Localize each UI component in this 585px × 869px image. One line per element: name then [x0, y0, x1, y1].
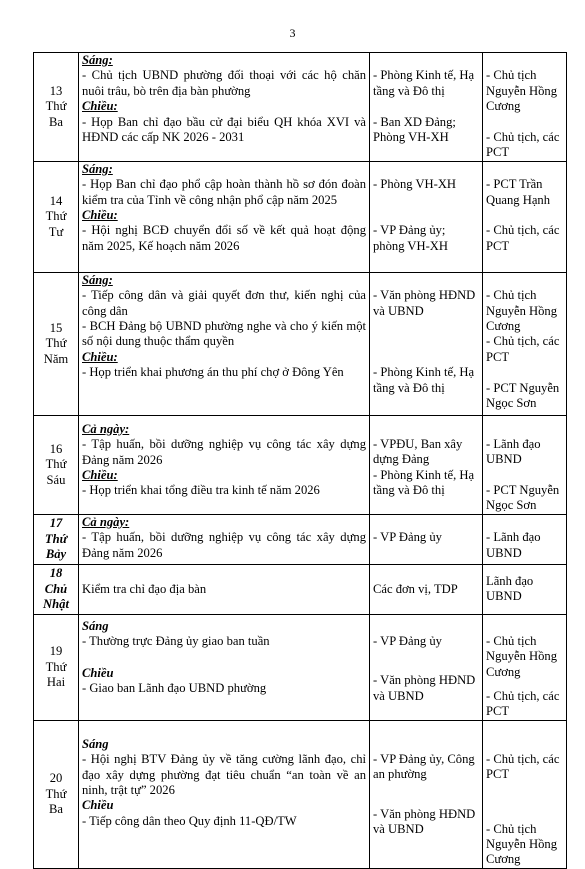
weekday-label: Thứ [45, 786, 67, 801]
presiding-person: - Chủ tịch Nguyễn Hồng Cương [486, 68, 558, 114]
person-cell [483, 161, 567, 272]
weekday-label: Thứ [45, 209, 67, 224]
responsible-unit: - Phòng Kinh tế, Hạ tầng và Đô thị [373, 467, 475, 498]
weekday-name: Hai [46, 675, 66, 690]
content-cell [79, 720, 370, 868]
unit-cell [370, 272, 483, 415]
activity-item: - Tiếp công dân và giải quyết đơn thư, kiến nghị của công dân [82, 288, 366, 318]
period-label: Chiều: [82, 349, 118, 364]
weekday-label: Thứ [44, 531, 68, 546]
activity-item: - Tập huấn, bồi dưỡng nghiệp vụ công tác xây dựng Đảng năm 2026 [82, 530, 366, 560]
responsible-unit: - VP Đảng ủy, Công an phường [373, 751, 475, 782]
activity-item: - Thường trực Đảng ủy giao ban tuần [82, 634, 270, 649]
schedule-row-14 [34, 161, 567, 272]
day-number: 15 [49, 320, 63, 335]
unit-cell [370, 161, 483, 272]
period-label: Sáng: [82, 272, 113, 287]
responsible-unit: - Văn phòng HĐND và UBND [373, 288, 476, 318]
weekday-label: Thứ [45, 457, 67, 472]
presiding-person: - Chủ tịch Nguyễn Hồng Cương [486, 821, 558, 867]
day-number: 13 [49, 83, 63, 98]
day-cell [34, 720, 79, 868]
person-cell [483, 53, 567, 162]
period-label: Sáng: [82, 161, 113, 176]
day-number: 18 [49, 566, 63, 581]
presiding-person: - Chủ tịch, các PCT [486, 334, 560, 364]
day-cell [34, 53, 79, 162]
responsible-unit: - Ban XD Đảng; Phòng VH-XH [373, 114, 456, 144]
period-label: Chiều [82, 798, 114, 813]
responsible-unit: - VPĐU, Ban xây dựng Đảng [373, 436, 463, 467]
activity-item: - Chủ tịch UBND phường đối thoại với các hộ chăn nuôi trâu, bò trên địa bàn phường [82, 68, 366, 98]
content-cell [79, 614, 370, 720]
schedule-row-13 [34, 53, 567, 162]
schedule-row-20 [34, 720, 567, 868]
weekday-name: Ba [49, 114, 63, 129]
day-number: 16 [49, 441, 63, 456]
responsible-unit: - VP Đảng ủy; phòng VH-XH [373, 223, 448, 253]
person-cell [483, 564, 567, 614]
content-cell [79, 564, 370, 614]
day-cell [34, 161, 79, 272]
day-number: 20 [49, 771, 63, 786]
schedule-row-15 [34, 272, 567, 415]
person-cell [483, 272, 567, 415]
person-cell [483, 514, 567, 564]
unit-cell [370, 720, 483, 868]
unit-cell [370, 53, 483, 162]
content-cell [79, 514, 370, 564]
weekday-label: Thứ [45, 336, 67, 351]
responsible-unit: - Phòng Kinh tế, Hạ tầng và Đô thị [373, 68, 475, 98]
presiding-person: - PCT Trần Quang Hạnh [486, 177, 551, 207]
presiding-person: - Chủ tịch, các PCT [486, 751, 560, 782]
schedule-row-17 [34, 514, 567, 564]
presiding-person: - Lãnh đạo UBND [486, 436, 541, 467]
weekly-schedule-table [33, 52, 567, 869]
responsible-unit: Các đơn vị, TDP [373, 581, 458, 596]
unit-cell [370, 614, 483, 720]
activity-item: - Hội nghị BTV Đảng ủy về tăng cường lãnh đạo, chỉ đạo xây dựng phường đạt tiêu chuẩn “an toàn về an ninh, trật tự” 2026 [82, 752, 366, 798]
activity-item: - Tập huấn, bồi dưỡng nghiệp vụ công tác xây dựng Đảng năm 2026 [82, 437, 366, 467]
schedule-row-16 [34, 415, 567, 514]
presiding-person: - Chủ tịch Nguyễn Hồng Cương [486, 288, 558, 334]
day-number: 14 [49, 193, 63, 208]
unit-cell [370, 564, 483, 614]
activity-item: - BCH Đảng bộ UBND phường nghe và cho ý kiến một số nội dung thuộc thẩm quyền [82, 319, 366, 349]
content-cell [79, 53, 370, 162]
day-number: 17 [49, 516, 63, 531]
period-label: Chiều: [82, 208, 118, 223]
responsible-unit: - VP Đảng ủy [373, 530, 442, 545]
presiding-person: - PCT Nguyễn Ngọc Sơn [486, 483, 560, 513]
content-cell [79, 415, 370, 514]
weekday-label: Thứ [45, 99, 67, 114]
weekday-name: Sáu [46, 472, 66, 487]
day-cell [34, 564, 79, 614]
schedule-row-19 [34, 614, 567, 720]
presiding-person: - Chủ tịch, các PCT [486, 223, 560, 253]
presiding-person: - PCT Nguyễn Ngọc Sơn [486, 380, 560, 411]
responsible-unit: - Phòng VH-XH [373, 177, 457, 192]
presiding-person: - Chủ tịch, các PCT [486, 689, 560, 719]
activity-item: Kiểm tra chỉ đạo địa bàn [82, 581, 207, 596]
period-label: Chiều: [82, 99, 118, 114]
activity-item: - Giao ban Lãnh đạo UBND phường [82, 681, 267, 696]
presiding-person: - Lãnh đạo UBND [486, 530, 541, 560]
page-number: 3 [289, 26, 296, 40]
responsible-unit: - Văn phòng HĐND và UBND [373, 673, 476, 703]
content-cell [79, 161, 370, 272]
period-label: Cả ngày: [82, 514, 130, 529]
weekday-name: Bảy [45, 547, 67, 562]
day-cell [34, 415, 79, 514]
unit-cell [370, 514, 483, 564]
period-label: Chiều: [82, 468, 118, 483]
period-label: Cả ngày: [82, 421, 130, 436]
activity-item: - Hội nghị BCĐ chuyển đổi số về kết quả hoạt động năm 2025, Kế hoạch năm 2026 [82, 223, 366, 253]
weekday-label: Chủ [44, 581, 68, 596]
person-cell [483, 614, 567, 720]
activity-item: - Họp triển khai tổng điều tra kinh tế năm 2026 [82, 483, 320, 498]
period-label: Sáng [82, 736, 109, 751]
weekday-name: Ba [49, 802, 63, 817]
presiding-person: - Chủ tịch, các PCT [486, 130, 560, 160]
weekday-name: Tư [48, 224, 64, 239]
person-cell [483, 415, 567, 514]
activity-item: - Họp Ban chỉ đạo phổ cập hoàn thành hồ sơ đón đoàn kiểm tra của Tỉnh về công nhận phổ cập năm 2025 [82, 177, 366, 207]
weekday-name: Nhật [43, 597, 69, 612]
period-label: Sáng [82, 618, 109, 633]
activity-item: - Tiếp công dân theo Quy định 11-QĐ/TW [82, 813, 297, 828]
weekday-label: Thứ [45, 659, 67, 674]
person-cell [483, 720, 567, 868]
day-number: 19 [49, 644, 63, 659]
responsible-unit: - Văn phòng HĐND và UBND [373, 806, 476, 837]
day-cell [34, 514, 79, 564]
day-cell [34, 272, 79, 415]
presiding-person: Lãnh đạo UBND [486, 573, 534, 604]
schedule-row-18 [34, 564, 567, 614]
responsible-unit: - VP Đảng ủy [373, 633, 442, 648]
day-cell [34, 614, 79, 720]
weekday-name: Năm [43, 351, 69, 366]
period-label: Sáng: [82, 53, 113, 67]
responsible-unit: - Phòng Kinh tế, Hạ tầng và Đô thị [373, 365, 475, 395]
activity-item: - Họp Ban chỉ đạo bầu cử đại biểu QH khóa XVI và HĐND các cấp NK 2026 - 2031 [82, 114, 366, 145]
presiding-person: - Chủ tịch Nguyễn Hồng Cương [486, 633, 558, 679]
period-label: Chiều [82, 665, 114, 680]
activity-item: - Họp triển khai phương án thu phí chợ ở Đông Yên [82, 365, 344, 380]
content-cell [79, 272, 370, 415]
unit-cell [370, 415, 483, 514]
